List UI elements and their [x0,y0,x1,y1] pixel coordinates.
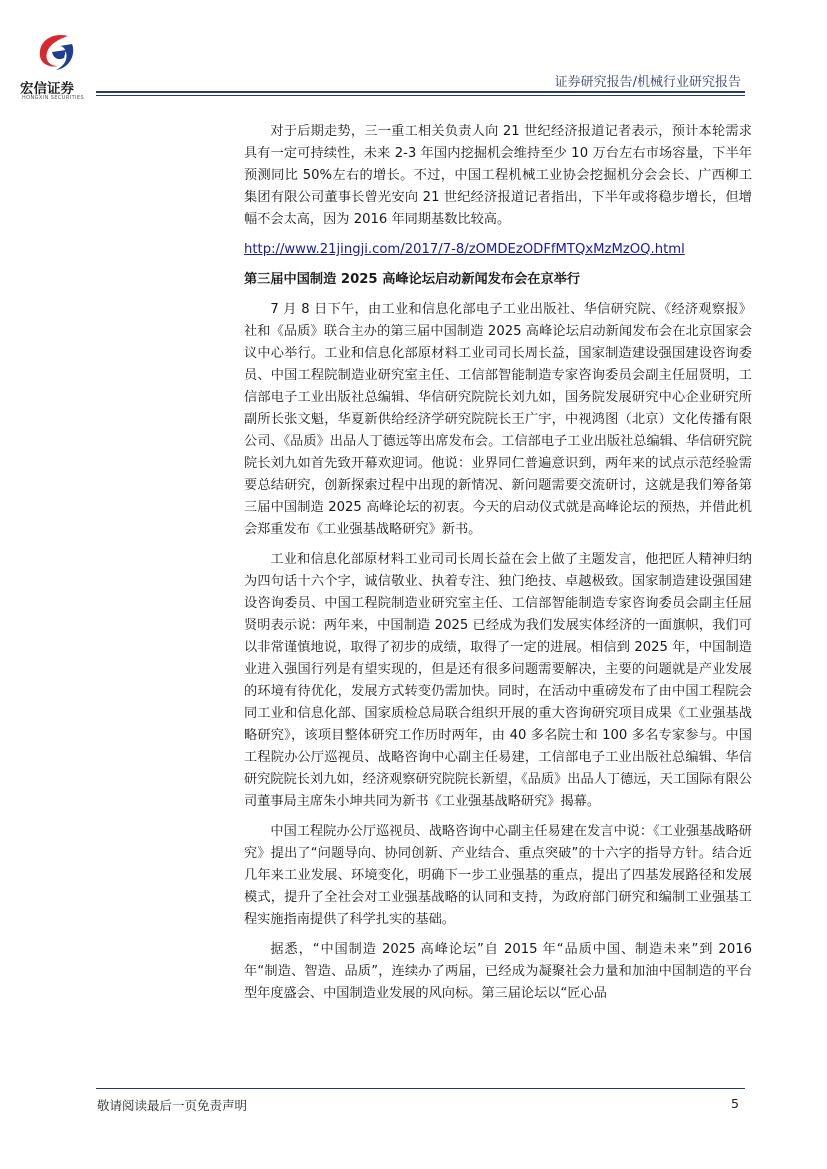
footer-divider [96,1088,745,1089]
company-logo [20,30,92,100]
paragraph-outlook: 对于后期走势，三一重工相关负责人向 21 世纪经济报道记者表示，预计本轮需求具有一定可持续性，未来 2-3 年国内挖掘机会维持至少 10 万台左右市场容量，下半年预测同比 50%左右的增长。不过，中国工程机械工业协会挖掘机分会会长、广西柳工集团有限公司董事长曾光安向 21 世纪经济报道记者指出，下半年或将稳步增长，但增幅不会太高，因为 2016 年同期基数比较高。 [244,124,752,227]
report-type-title: 证券研究报告/机械行业研究报告 [554,75,741,90]
logo-subtext: HONGXIN SECURITIES [22,95,85,101]
source-link[interactable]: http://www.21jingji.com/2017/7-8/zOMDEzODFfMTQxMzMzOQ.html [244,242,685,257]
paragraph-strategy: 中国工程院办公厅巡视员、战略咨询中心副主任易建在发言中说：《工业强基战略研究》提出了“问题导向、协同创新、产业结合、重点突破”的十六字的指导方针。结合近几年来工业发展、环境变化，明确下一步工业强基的重点，提出了四基发展路径和发展模式，提升了全社会对工业强基战略的认同和支持，为政府部门研究和编制工业强基工程实施指南提供了科学扎实的基础。 [244,824,752,927]
report-body [244,121,752,1013]
logo-mark-icon [32,30,80,76]
page-number: 5 [731,1096,739,1111]
header-divider-thin [96,95,745,96]
section-heading: 第三届中国制造 2025 高峰论坛启动新闻发布会在京举行 [244,272,581,287]
header-divider [96,91,745,93]
paragraph-conference: 7 月 8 日下午，由工业和信息化部电子工业出版社、华信研究院、《经济观察报》社和《品质》联合主办的第三届中国制造 2025 高峰论坛启动新闻发布会在北京国家会议中心举行。工业和信息化部原材料工业司司长周长益，国家制造建设强国建设咨询委员、中国工程院制造业研究室主任、工信部智能制造专家咨询委员会副主任屈贤明，工信部电子工业出版社总编辑、华信研究院院长刘九如，国务院发展研究中心企业研究所副所长张文魁，华夏新供给经济学研究院院长王广宇，中视鸿图（北京）文化传播有限公司、《品质》出品人丁德远等出席发布会。工信部电子工业出版社总编辑、华信研究院院长刘九如首先致开幕欢迎词。他说：业界同仁普遍意识到，两年来的试点示范经验需要总结研究，创新探索过程中出现的新情况、新问题需要交流研讨，这就是我们筹备第三届中国制造 2025 高峰论坛的初衷。今天的启动仪式就是高峰论坛的预热，并借此机会郑重发布《工业强基战略研究》新书。 [244,302,752,537]
paragraph-forum-history: 据悉，“中国制造 2025 高峰论坛”自 2015 年“品质中国、制造未来”到 2016 年“制造、智造、品质”，连续办了两届，已经成为凝聚社会力量和加油中国制造的平台型年度盛会、中国制造业发展的风向标。第三届论坛以“匠心品 [244,942,752,1001]
paragraph-keynote: 工业和信息化部原材料工业司司长周长益在会上做了主题发言，他把匠人精神归纳为四句话十六个字，诚信敬业、执着专注、独门绝技、卓越极致。国家制造建设强国建设咨询委员、中国工程院制造业研究室主任、工信部智能制造专家咨询委员会副主任屈贤明表示说：两年来，中国制造 2025 已经成为我们发展实体经济的一面旗帜，我们可以非常谨慎地说，取得了初步的成绩，取得了一定的进展。相信到 2025 年，中国制造业进入强国行列是有望实现的，但是还有很多问题需要解决，主要的问题就是产业发展的环境有待优化，发展方式转变仍需加快。同时，在活动中重磅发布了由中国工程院会同工业和信息化部、国家质检总局联合组织开展的重大咨询研究项目成果《工业强基战略研究》，该项目整体研究工作历时两年，由 40 多名院士和 100 多名专家参与。中国工程院办公厅巡视员、战略咨询中心副主任易建，工信部电子工业出版社总编辑、华信研究院院长刘九如，经济观察研究院院长新望，《品质》出品人丁德远，天工国际有限公司董事局主席朱小坤共同为新书《工业强基战略研究》揭幕。 [244,552,752,809]
logo-text: 宏信证券 [20,81,74,97]
footer-disclaimer: 敬请阅读最后一页免责声明 [97,1098,248,1113]
